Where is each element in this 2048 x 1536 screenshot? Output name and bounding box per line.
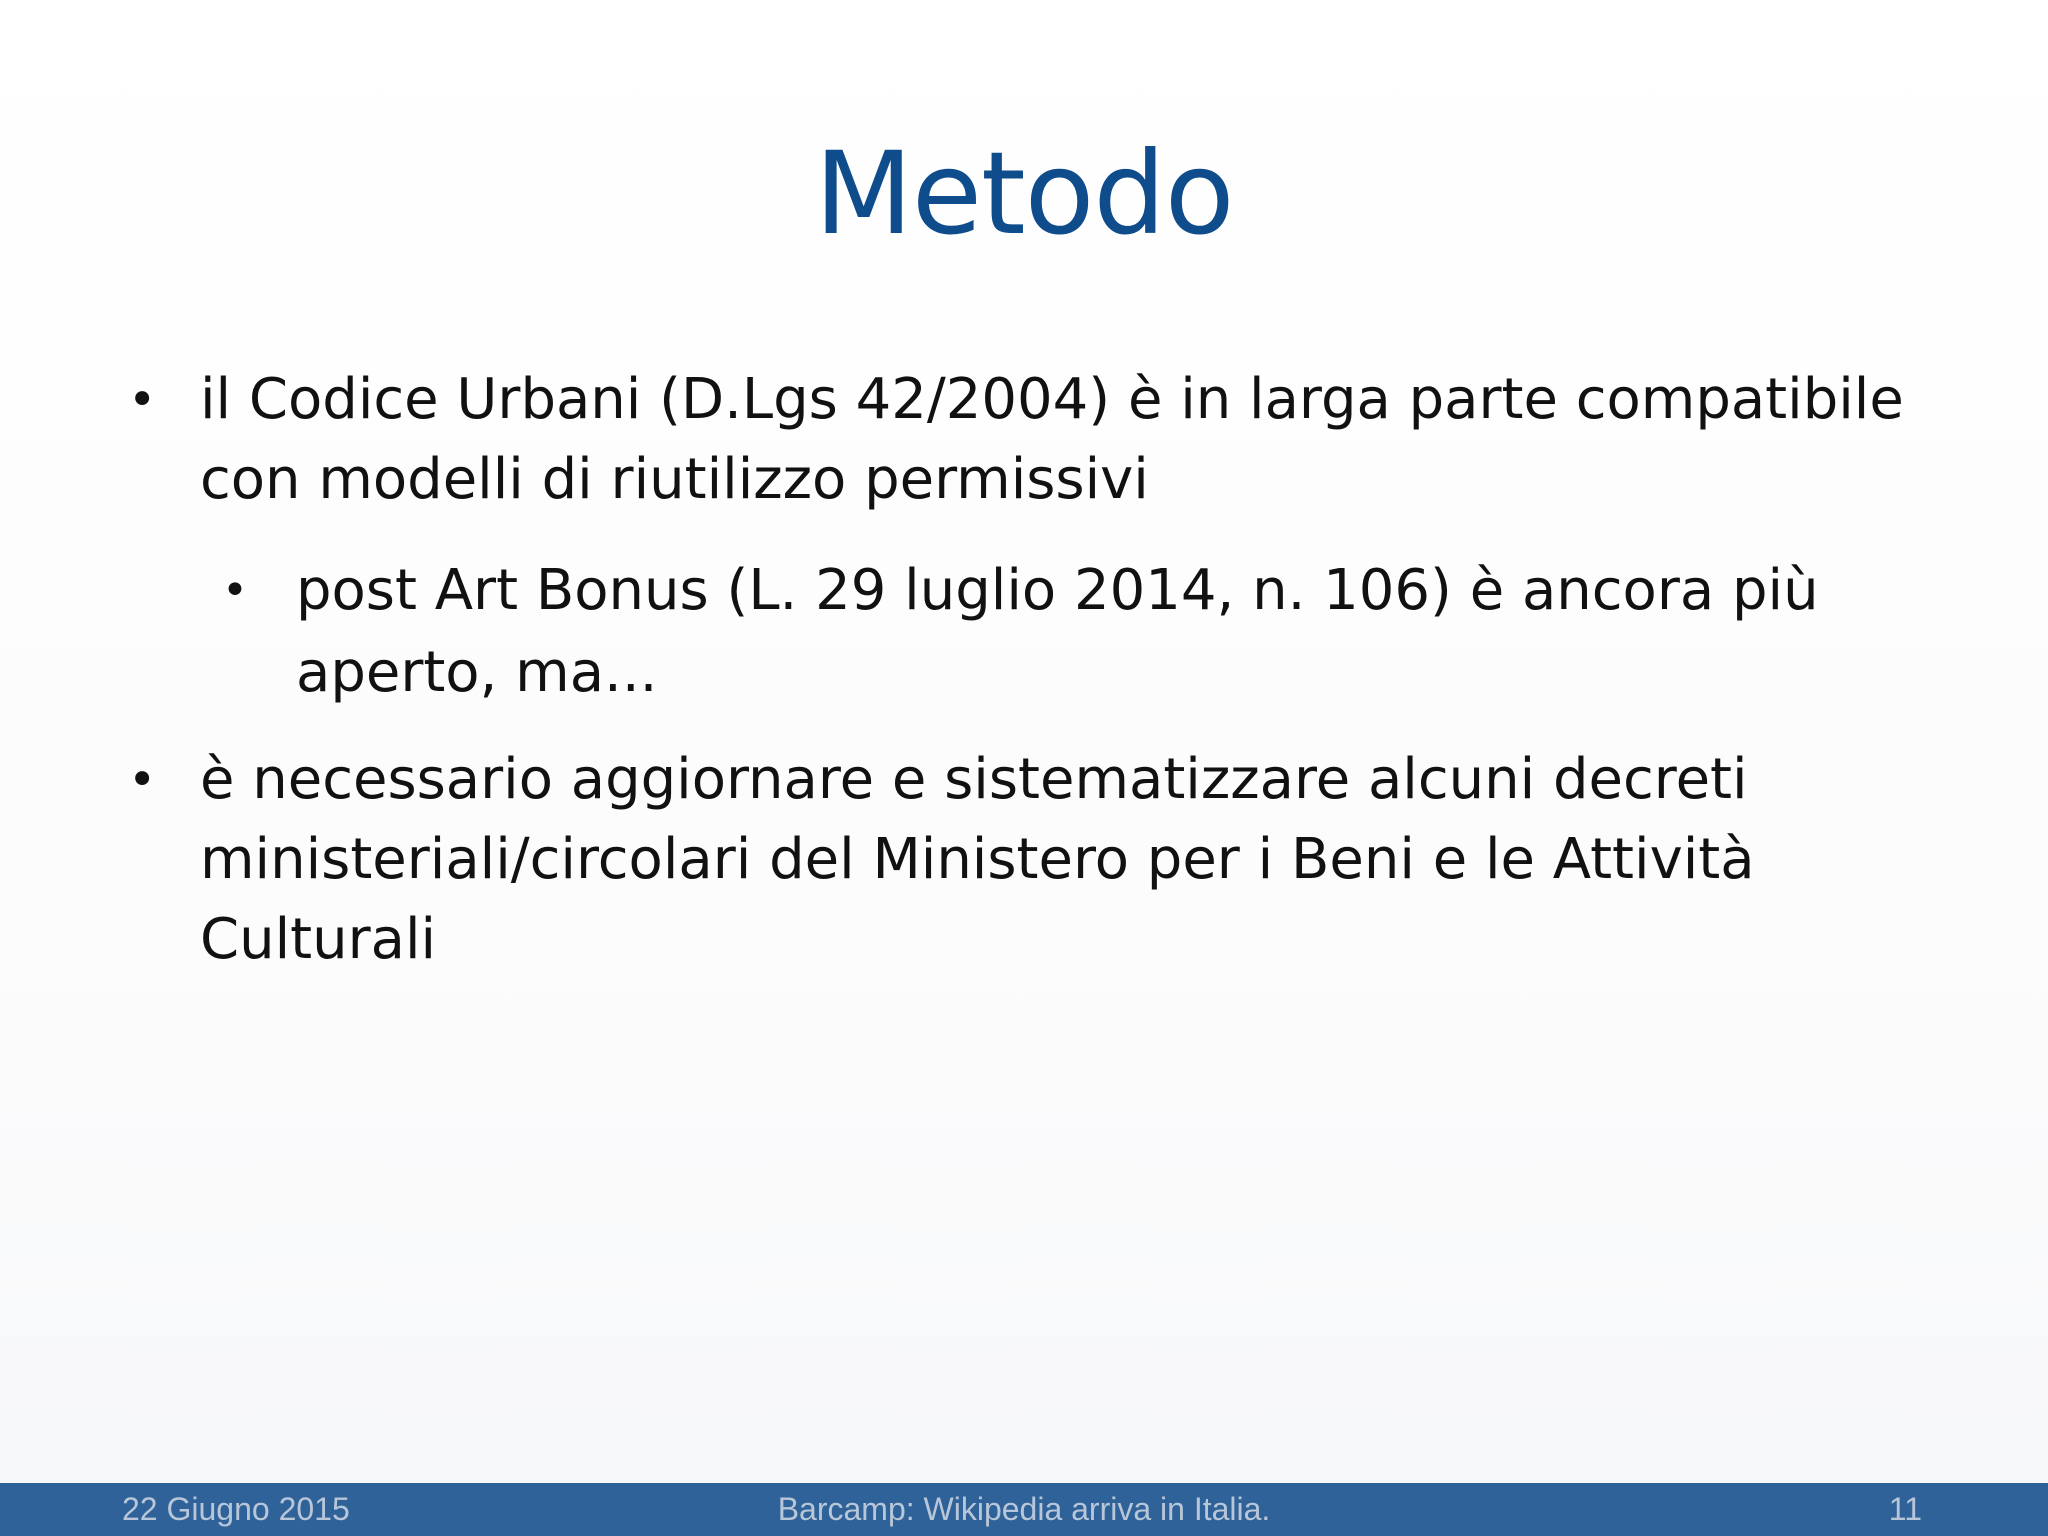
bullet-text [296, 550, 1819, 714]
bullet-line: post Art Bonus (L. 29 luglio 2014, n. 106) è ancora più [296, 558, 1819, 623]
slide-footer [0, 1483, 2048, 1536]
bullet-line: ministeriali/circolari del Ministero per i Beni e le Attività [200, 827, 1755, 892]
bullet-line: è necessario aggiornare e sistematizzare alcuni decreti [200, 747, 1748, 812]
bullet-line: Culturali [200, 907, 437, 972]
bullet-line: il Codice Urbani (D.Lgs 42/2004) è in larga parte compatibile [200, 367, 1904, 432]
bullet-dot-icon: • [222, 565, 248, 616]
slide-title: Metodo [814, 127, 1234, 260]
bullet-text [200, 360, 1904, 520]
footer-date: 22 Giugno 2015 [122, 1491, 350, 1527]
footer-title: Barcamp: Wikipedia arriva in Italia. [777, 1491, 1271, 1527]
bullet-line: con modelli di riutilizzo permissivi [200, 447, 1149, 512]
page-number: 11 [1888, 1491, 1922, 1527]
bullet-dot-icon: • [128, 372, 157, 428]
bullet-text [200, 740, 1755, 980]
bullet-line: aperto, ma... [296, 640, 658, 705]
bullet-dot-icon: • [128, 752, 157, 808]
